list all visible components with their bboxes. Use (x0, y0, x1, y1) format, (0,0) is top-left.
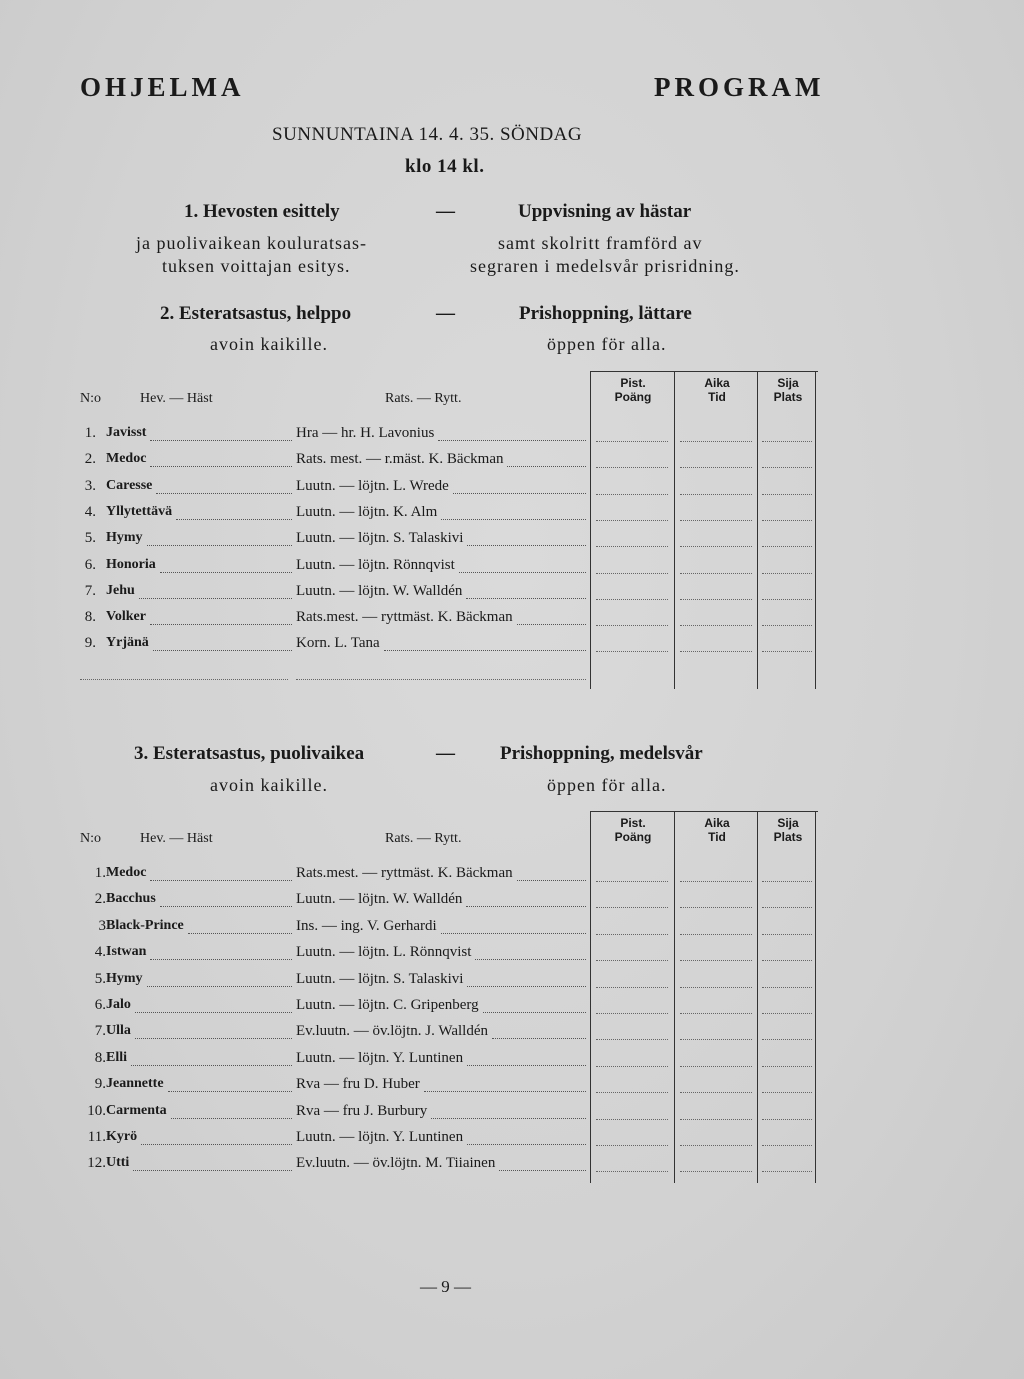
entry-number: 7. (94, 1023, 106, 1040)
section2-sv-desc: öppen för alla. (547, 334, 667, 354)
result-entry-line (680, 1012, 752, 1014)
entry-number: 2. (94, 891, 106, 908)
result-entry-line (762, 1091, 812, 1093)
entry-number: 5. (84, 530, 96, 547)
leader-dots (492, 1037, 586, 1039)
rider-name: Hra — hr. H. Lavonius (296, 425, 435, 441)
col-header-time (676, 816, 758, 844)
leader-dots (135, 1037, 292, 1039)
result-entry-line (680, 959, 752, 961)
leader-dots (441, 932, 586, 934)
horse-name: Carmenta (106, 1102, 167, 1118)
entry-number: 11. (87, 1129, 106, 1145)
rider-name: Ev.luutn. — öv.löjtn. J. Walldén (296, 1023, 488, 1040)
horse-name: Volker (106, 609, 146, 625)
rider-name: Rva — fru J. Burbury (296, 1102, 428, 1119)
col-header-no: N:o (80, 391, 101, 406)
time-line: klo 14 kl. (405, 156, 485, 177)
rider-name: Luutn. — löjtn. W. Walldén (296, 582, 463, 599)
result-entry-line (762, 986, 812, 988)
table-top-rule (590, 811, 818, 812)
result-entry-line (762, 1012, 812, 1014)
rider-name: Luutn. — löjtn. Rönnqvist (296, 556, 455, 573)
section1-fi-desc-1: ja puolivaikean kouluratsas- (136, 233, 367, 253)
leader-dots (467, 1064, 586, 1066)
section1-fi-title: 1. Hevosten esittely (184, 201, 340, 222)
section3-fi-desc: avoin kaikille. (210, 775, 328, 795)
leader-dots (431, 1117, 586, 1119)
result-entry-line (680, 880, 752, 882)
rider-name: Korn. L. Tana (296, 635, 380, 652)
col-header-time-sv: Tid (708, 830, 726, 844)
entry-number: 1. (94, 865, 106, 881)
result-entry-line (680, 933, 752, 935)
rider-name: Luutn. — löjtn. C. Gripenberg (296, 997, 479, 1013)
rider-name: Ins. — ing. V. Gerhardi (296, 917, 437, 934)
col-header-rider: Rats. — Rytt. (385, 391, 462, 406)
result-entry-line (680, 1091, 752, 1093)
horse-name: Javisst (106, 425, 147, 440)
entry-number: 4. (84, 503, 96, 520)
result-entry-line (680, 986, 752, 988)
entry-number: 2. (84, 451, 96, 468)
rider-name: Luutn. — löjtn. S. Talaskivi (296, 530, 464, 547)
result-entry-line (596, 906, 668, 908)
table-row (0, 1023, 1024, 1049)
col-header-horse: Hev. — Häst (140, 391, 213, 406)
result-entry-line (596, 880, 668, 882)
section3-fi-title: 3. Esteratsastus, puolivaikea (134, 743, 365, 764)
result-entry-line (762, 1038, 812, 1040)
table-row (0, 918, 1024, 944)
table-row (0, 971, 1024, 997)
result-entry-line (680, 1144, 752, 1146)
entry-number: 7. (84, 582, 96, 599)
result-entry-line (596, 1038, 668, 1040)
section1-dash: — (436, 201, 455, 222)
leader-dots (517, 879, 586, 881)
section1-fi-desc-2: tuksen voittajan esitys. (162, 256, 351, 276)
col-header-place-fi: Sija (777, 816, 799, 830)
col-header-points-sv: Poäng (614, 390, 652, 404)
leader-dots (131, 1064, 292, 1066)
col-header-points-fi: Pist. (620, 816, 646, 830)
result-entry-line (762, 1170, 812, 1172)
table-row (0, 944, 1024, 970)
horse-name: Jehu (106, 582, 135, 598)
entry-number: 6. (84, 556, 96, 573)
leader-dots (147, 985, 292, 987)
horse-name: Jalo (106, 997, 131, 1012)
leader-dots (171, 1117, 292, 1119)
entry-number: 6. (94, 997, 106, 1013)
leader-dots (188, 932, 292, 934)
result-entry-line (762, 1065, 812, 1067)
rider-name: Ev.luutn. — öv.löjtn. M. Tiiainen (296, 1155, 496, 1172)
result-entry-line (596, 986, 668, 988)
result-entry-line (596, 933, 668, 935)
horse-name: Ulla (106, 1023, 131, 1039)
col-header-place (759, 816, 817, 844)
entry-number: 5. (94, 970, 106, 987)
horse-name: Utti (106, 1155, 130, 1171)
section3-sv-desc: öppen för alla. (547, 775, 667, 795)
result-entry-line (762, 933, 812, 935)
rider-name: Luutn. — löjtn. K. Alm (296, 503, 438, 520)
entry-number: 9. (84, 635, 96, 652)
result-entry-line (762, 1144, 812, 1146)
section2-sv-title: Prishoppning, lättare (519, 303, 692, 324)
date-line: SUNNUNTAINA 14. 4. 35. SÖNDAG (272, 124, 583, 145)
section1-sv-title: Uppvisning av hästar (518, 201, 692, 222)
page-number: — 9 — (420, 1277, 471, 1296)
col-header-place-fi: Sija (777, 376, 799, 390)
entry-number: 12. (87, 1155, 106, 1172)
title-finnish: OHJELMA (80, 72, 245, 102)
section1-sv-desc-1: samt skolritt framförd av (498, 233, 703, 253)
leader-dots (133, 1169, 292, 1171)
section3-sv-title: Prishoppning, medelsvår (500, 743, 703, 764)
rider-name: Rats.mest. — ryttmäst. K. Bäckman (296, 865, 513, 881)
section1-sv-desc-2: segraren i medelsvår prisridning. (470, 256, 740, 276)
col-header-points-sv: Poäng (614, 830, 652, 844)
leader-dots (483, 1011, 586, 1013)
entry-number: 8. (84, 609, 96, 626)
col-header-time-sv: Tid (708, 390, 726, 404)
col-header-place-sv: Plats (773, 830, 803, 844)
result-entry-line (762, 880, 812, 882)
leader-dots (467, 1143, 586, 1145)
entry-number: 8. (94, 1049, 106, 1066)
rider-name: Luutn. — löjtn. S. Talaskivi (296, 970, 464, 987)
col-header-points (592, 816, 674, 844)
table-row (0, 865, 1024, 891)
rider-name: Luutn. — löjtn. W. Walldén (296, 891, 463, 908)
horse-name: Honoria (106, 556, 156, 572)
horse-name: Istwan (106, 944, 147, 960)
result-entry-line (680, 1065, 752, 1067)
result-entry-line (596, 959, 668, 961)
rider-name: Luutn. — löjtn. L. Rönnqvist (296, 944, 472, 961)
col-header-time-fi: Aika (704, 376, 730, 390)
result-entry-line (762, 959, 812, 961)
horse-name: Jeannette (106, 1076, 164, 1092)
col-header-horse: Hev. — Häst (140, 831, 213, 846)
table-row (0, 997, 1024, 1023)
result-entry-line (680, 1038, 752, 1040)
result-entry-line (762, 1118, 812, 1120)
horse-name: Medoc (106, 865, 147, 880)
leader-dots (150, 879, 292, 881)
horse-name: Medoc (106, 451, 147, 467)
result-entry-line (680, 1170, 752, 1172)
horse-name: Elli (106, 1049, 128, 1065)
leader-dots (141, 1143, 292, 1145)
entry-number: 9. (94, 1076, 106, 1093)
table-row (0, 1129, 1024, 1155)
horse-name: Caresse (106, 477, 153, 493)
entry-number: 3 (98, 917, 106, 934)
leader-dots (168, 1090, 292, 1092)
horse-name: Bacchus (106, 891, 156, 907)
result-entry-line (596, 1170, 668, 1172)
rider-name: Rats.mest. — ryttmäst. K. Bäckman (296, 609, 513, 626)
rider-name: Rva — fru D. Huber (296, 1076, 420, 1093)
col-header-time-fi: Aika (704, 816, 730, 830)
rider-name: Rats. mest. — r.mäst. K. Bäckman (296, 451, 504, 468)
rider-name: Luutn. — löjtn. Y. Luntinen (296, 1129, 464, 1145)
leader-dots (135, 1011, 292, 1013)
title-swedish: PROGRAM (654, 72, 825, 102)
horse-name: Hymy (106, 970, 143, 986)
horse-name: Kyrö (106, 1129, 138, 1144)
result-entry-line (680, 1118, 752, 1120)
col-header-no: N:o (80, 831, 101, 846)
table-row (0, 1076, 1024, 1102)
entry-number: 3. (84, 477, 96, 494)
table-row (0, 1155, 1024, 1181)
horse-name: Black-Prince (106, 917, 184, 933)
rider-name: Luutn. — löjtn. Y. Luntinen (296, 1049, 464, 1066)
leader-dots (466, 905, 586, 907)
result-entry-line (596, 1144, 668, 1146)
horse-name: Hymy (106, 530, 143, 546)
result-entry-line (596, 1065, 668, 1067)
col-header-place-sv: Plats (773, 390, 803, 404)
leader-dots (160, 905, 292, 907)
leader-dots (424, 1090, 586, 1092)
leader-dots (499, 1169, 586, 1171)
col-header-points-fi: Pist. (620, 376, 646, 390)
table-row (0, 891, 1024, 917)
section2-dash: — (436, 303, 455, 324)
entry-number: 4. (94, 944, 106, 961)
result-entry-line (680, 906, 752, 908)
horse-name: Yrjänä (106, 635, 149, 651)
table-row (0, 1103, 1024, 1129)
entry-number: 1. (84, 425, 96, 441)
section2-fi-desc: avoin kaikille. (210, 334, 328, 354)
result-entry-line (762, 906, 812, 908)
rider-name: Luutn. — löjtn. L. Wrede (296, 477, 449, 494)
result-entry-line (596, 1118, 668, 1120)
table-row (0, 1050, 1024, 1076)
col-header-rider: Rats. — Rytt. (385, 831, 462, 846)
result-entry-line (596, 1012, 668, 1014)
entry-number: 10. (87, 1102, 106, 1119)
leader-dots (150, 958, 292, 960)
section2-fi-title: 2. Esteratsastus, helppo (160, 303, 352, 324)
leader-dots (475, 958, 586, 960)
leader-dots (467, 985, 586, 987)
section3-dash: — (436, 743, 455, 764)
horse-name: Yllytettävä (106, 503, 173, 519)
result-entry-line (596, 1091, 668, 1093)
